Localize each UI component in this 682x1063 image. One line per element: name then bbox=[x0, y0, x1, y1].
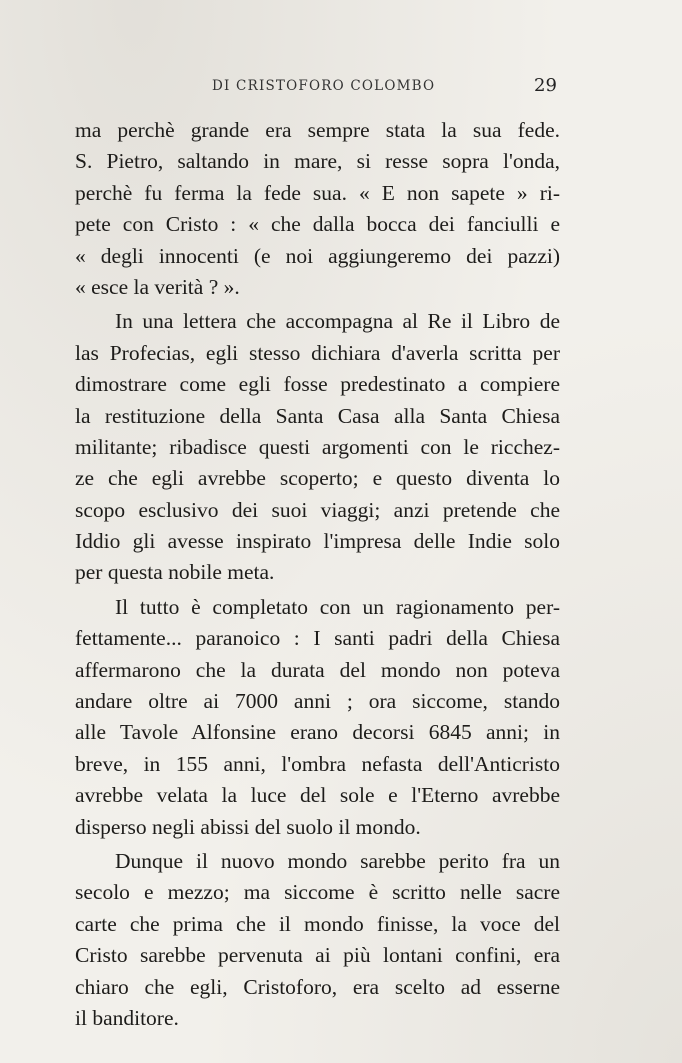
text-line: alle Tavole Alfonsine erano decorsi 6845 anni; in bbox=[75, 720, 560, 745]
text-line: ma perchè grande era sempre stata la sua fede. bbox=[75, 118, 560, 142]
text-line: scopo esclusivo dei suoi viaggi; anzi pretende che bbox=[75, 497, 560, 522]
text-line: « esce la verità ? ». bbox=[75, 274, 240, 299]
page-header bbox=[0, 76, 682, 100]
text-line: pete con Cristo : « che dalla bocca dei fanciulli e bbox=[75, 212, 560, 237]
text-line: carte che prima che il mondo finisse, la voce del bbox=[75, 911, 560, 936]
text-line: chiaro che egli, Cristoforo, era scelto ad esserne bbox=[75, 974, 560, 999]
running-title: DI CRISTOFORO COLOMBO bbox=[212, 78, 436, 94]
paragraph-1 bbox=[75, 115, 560, 303]
page-number: 29 bbox=[534, 75, 557, 96]
paragraph-3 bbox=[75, 592, 560, 843]
text-line: Il tutto è completato con un ragionamento per- bbox=[115, 594, 560, 619]
text-line: ze che egli avrebbe scoperto; e questo diventa lo bbox=[75, 466, 560, 491]
paragraph-2 bbox=[75, 306, 560, 589]
text-line: fettamente... paranoico : I santi padri della Chiesa bbox=[75, 626, 560, 651]
text-line: la restituzione della Santa Casa alla Santa Chiesa bbox=[75, 403, 560, 428]
text-line: Dunque il nuovo mondo sarebbe perito fra un bbox=[115, 848, 560, 873]
text-line: militante; ribadisce questi argomenti con le ricchez- bbox=[75, 434, 560, 459]
text-line: secolo e mezzo; ma siccome è scritto nelle sacre bbox=[75, 880, 560, 905]
text-line: il banditore. bbox=[75, 1005, 179, 1030]
body-text bbox=[75, 115, 560, 1034]
text-line: S. Pietro, saltando in mare, si resse sopra l'onda, bbox=[75, 149, 560, 174]
text-line: disperso negli abissi del suolo il mondo. bbox=[75, 814, 421, 839]
text-line: « degli innocenti (e noi aggiungeremo dei pazzi) bbox=[75, 243, 560, 268]
text-line: per questa nobile meta. bbox=[75, 560, 275, 585]
text-line: dimostrare come egli fosse predestinato a compiere bbox=[75, 372, 560, 397]
text-line: affermarono che la durata del mondo non poteva bbox=[75, 657, 560, 682]
text-line: breve, in 155 anni, l'ombra nefasta dell'Anticristo bbox=[75, 751, 560, 776]
text-line: In una lettera che accompagna al Re il Libro de bbox=[115, 309, 560, 334]
text-line: Cristo sarebbe pervenuta ai più lontani confini, era bbox=[75, 943, 560, 968]
text-line: andare oltre ai 7000 anni ; ora siccome, stando bbox=[75, 689, 560, 714]
paragraph-4 bbox=[75, 846, 560, 1034]
text-line: Iddio gli avesse inspirato l'impresa delle Indie solo bbox=[75, 529, 560, 554]
text-line: las Profecias, egli stesso dichiara d'averla scritta per bbox=[75, 340, 560, 365]
text-line: avrebbe velata la luce del sole e l'Eterno avrebbe bbox=[75, 783, 560, 808]
text-line: perchè fu ferma la fede sua. « E non sapete » ri- bbox=[75, 180, 560, 205]
